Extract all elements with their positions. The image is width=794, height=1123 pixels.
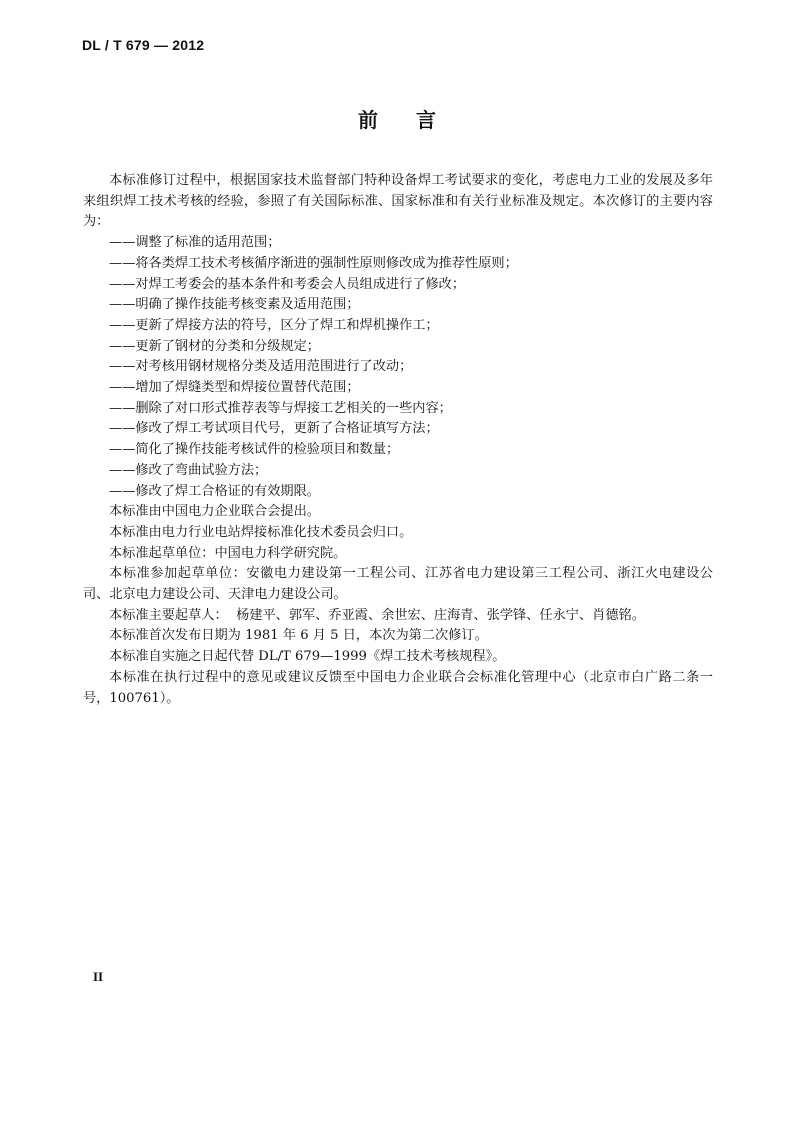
- first-release-paragraph: 本标准首次发布日期为 1981 年 6 月 5 日，本次为第二次修订。: [109, 628, 488, 644]
- feedback-paragraph: 本标准在执行过程中的意见或建议反馈至中国电力企业联合会标准化管理中心（北京市白广路二条一号，100761）。: [83, 669, 713, 706]
- list-item: ——将各类焊工技术考核循序渐进的强制性原则修改成为推荐性原则；: [109, 255, 518, 271]
- page-title: 前言: [358, 108, 474, 132]
- participants-paragraph: 本标准参加起草单位：安徽电力建设第一工程公司、江苏省电力建设第三工程公司、浙江火电建设公司、北京电力建设公司、天津电力建设公司。: [83, 566, 713, 603]
- intro-paragraph: 本标准修订过程中，根据国家技术监督部门特种设备焊工考试要求的变化，考虑电力工业的发展及多年来组织焊工技术考核的经验，参照了有关国际标准、国家标准和有关行业标准及规定。本次修订的主要内容为：: [83, 173, 713, 230]
- page-number: II: [93, 969, 104, 984]
- list-item: ——修改了弯曲试验方法；: [109, 462, 268, 478]
- list-item: ——对焊工考委会的基本条件和考委会人员组成进行了修改；: [109, 276, 466, 292]
- drafter-paragraph: 本标准起草单位：中国电力科学研究院。: [109, 545, 347, 561]
- list-item: ——修改了焊工考试项目代号，更新了合格证填写方法；: [109, 421, 439, 437]
- list-item: ——调整了标准的适用范围；: [109, 235, 281, 251]
- replaces-paragraph: 本标准自实施之日起代替 DL/T 679—1999《焊工技术考核规程》。: [109, 649, 506, 665]
- list-item: ——更新了钢材的分类和分级规定；: [109, 338, 320, 354]
- list-item: ——简化了操作技能考核试件的检验项目和数量；: [109, 442, 400, 458]
- centralizer-paragraph: 本标准由电力行业电站焊接标准化技术委员会归口。: [109, 524, 413, 540]
- authors-paragraph: 本标准主要起草人： 杨建平、郭军、乔亚霞、余世宏、庄海青、张学锋、任永宁、肖德铭。: [109, 607, 645, 623]
- changes-list: [83, 233, 713, 502]
- document-code: DL / T 679 — 2012: [82, 37, 205, 53]
- list-item: ——修改了焊工合格证的有效期限。: [109, 483, 320, 499]
- proposer-paragraph: 本标准由中国电力企业联合会提出。: [109, 504, 320, 520]
- list-item: ——增加了焊缝类型和焊接位置替代范围；: [109, 380, 360, 396]
- list-item: ——明确了操作技能考核变素及适用范围；: [109, 297, 360, 313]
- list-item: ——删除了对口形式推荐表等与焊接工艺相关的一些内容；: [109, 400, 452, 416]
- list-item: ——对考核用钢材规格分类及适用范围进行了改动；: [109, 359, 413, 375]
- list-item: ——更新了焊接方法的符号，区分了焊工和焊机操作工；: [109, 317, 439, 333]
- foreword-body: [83, 171, 713, 709]
